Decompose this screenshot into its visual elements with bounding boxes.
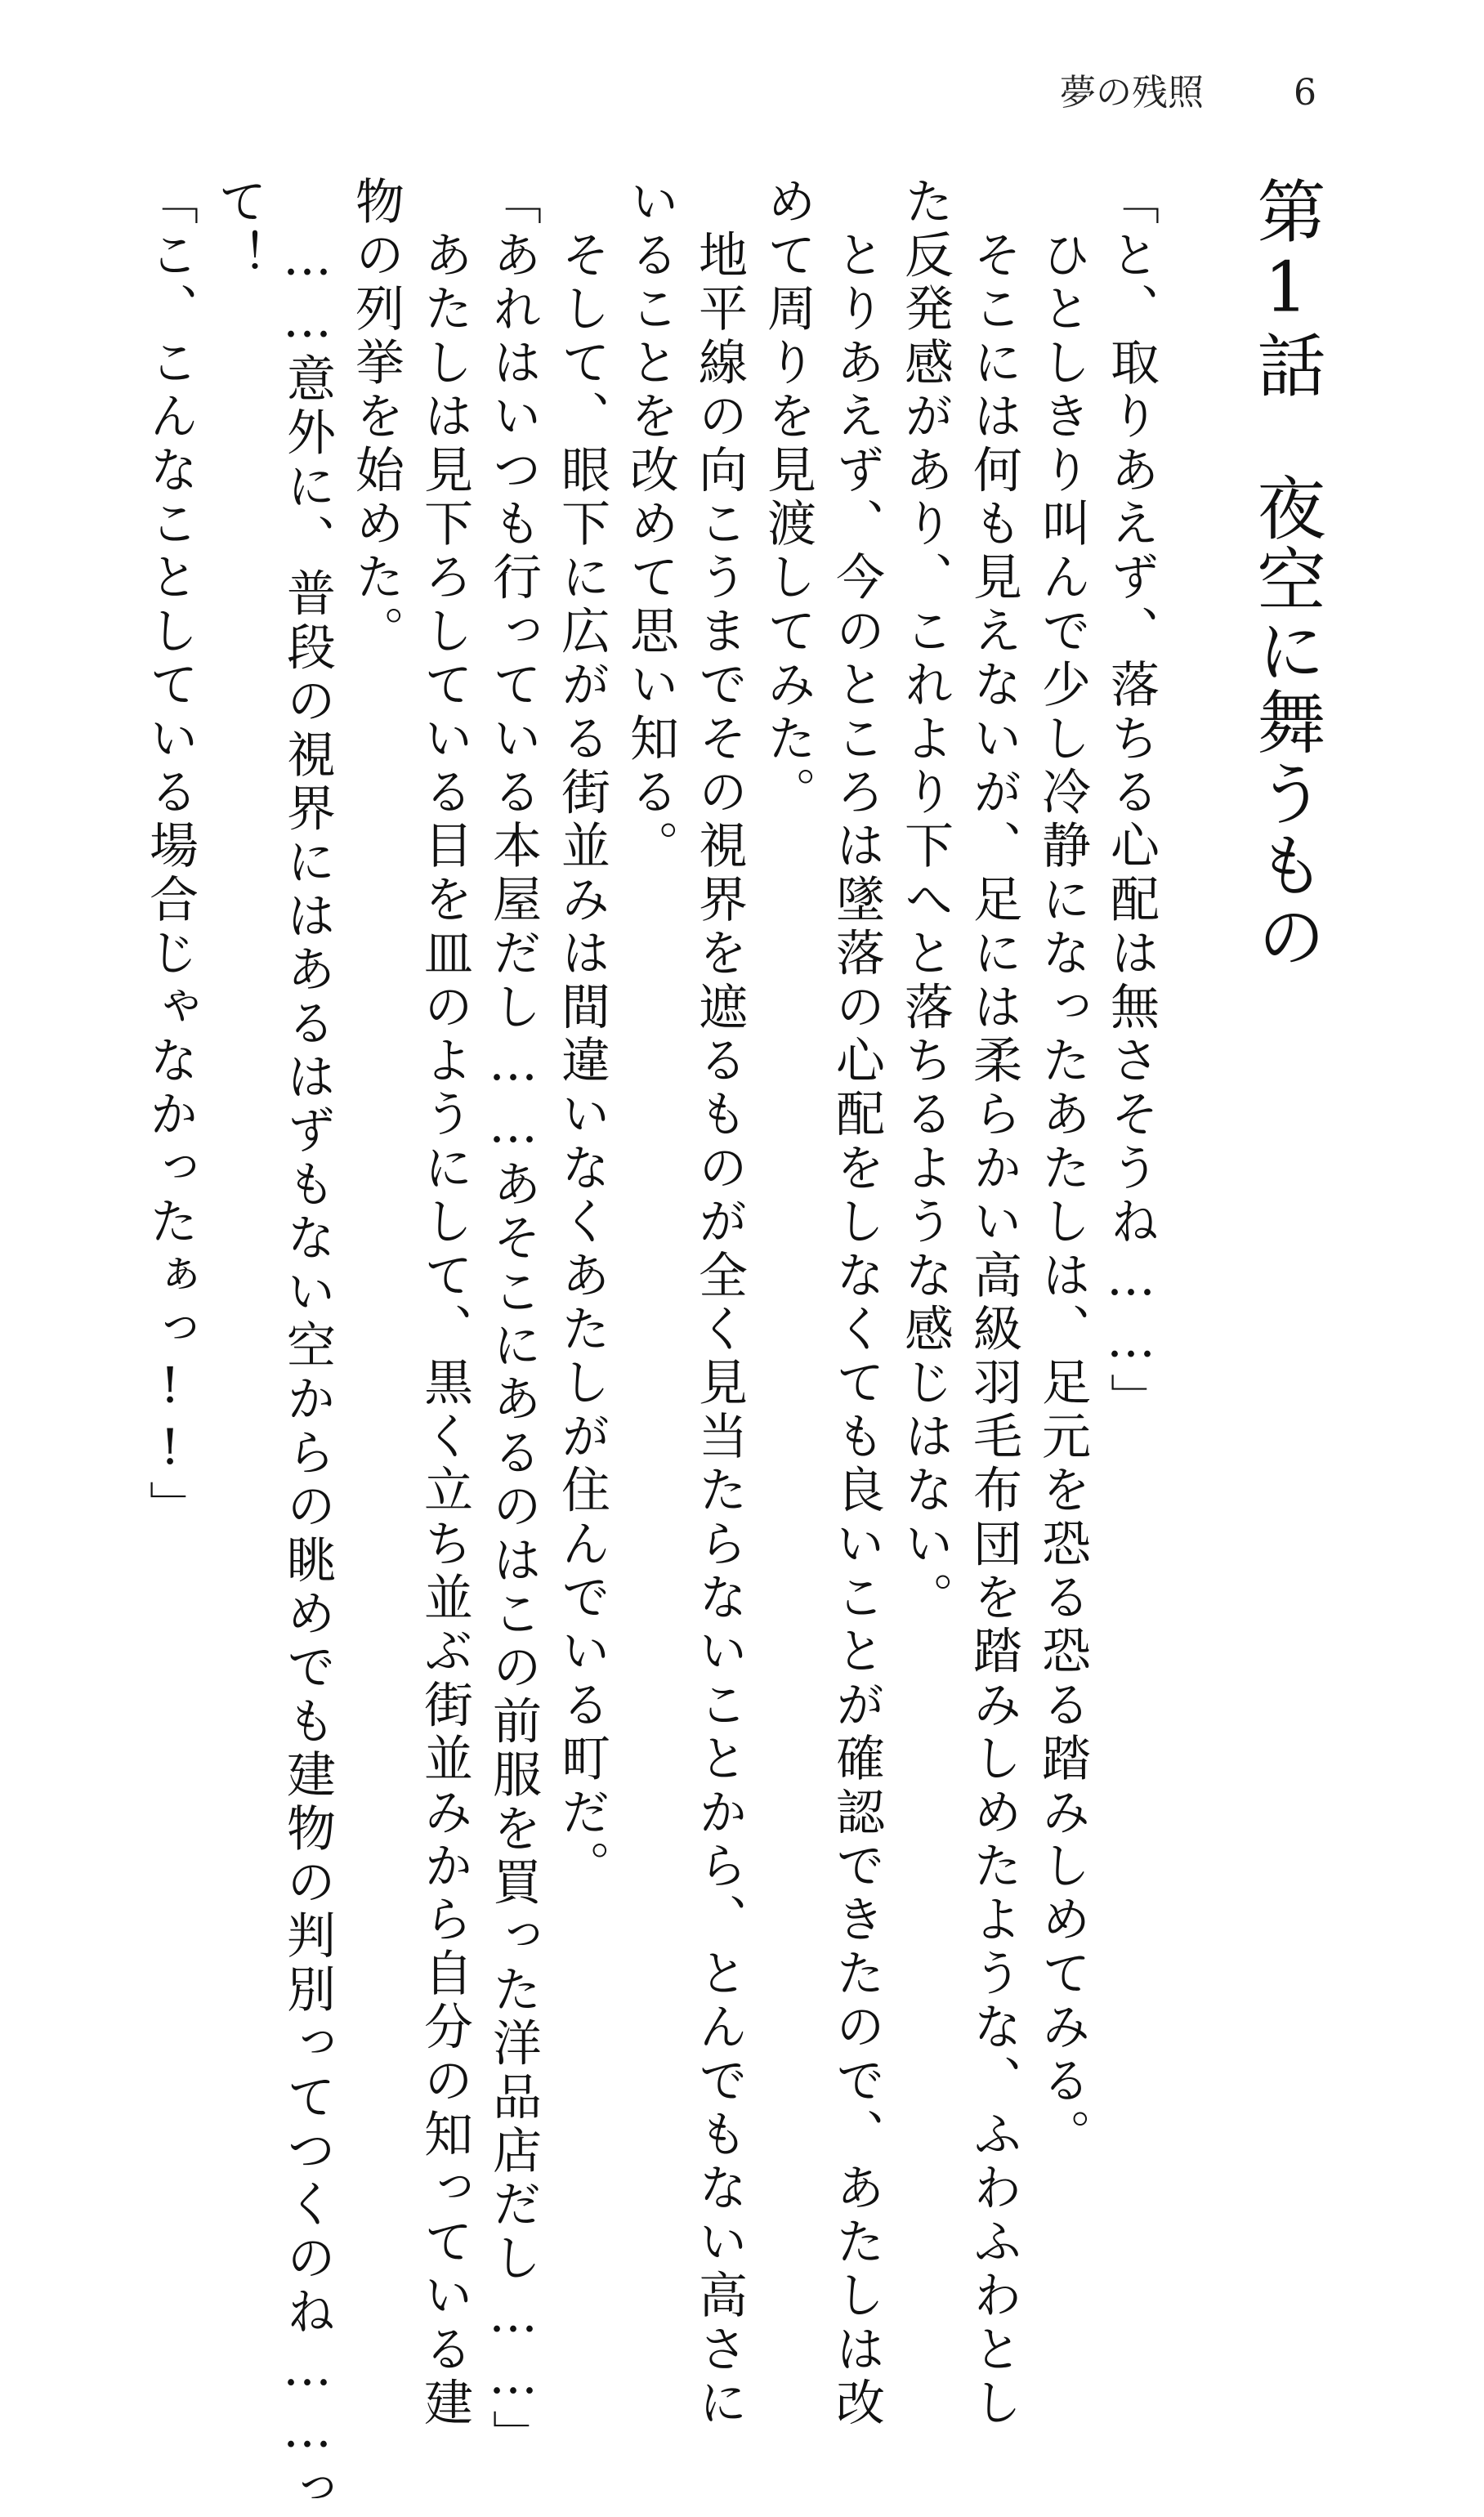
text-line: あたしは見下ろしている目を皿のようにして、黒く立ち並ぶ街並みから自分の知っている建 <box>416 176 473 2431</box>
page-number: 6 <box>1294 72 1316 114</box>
text-line: ……意外に、普段の視界にはあるはずもない空からの眺めでも建物の判別ってつくのね……っ <box>279 176 336 2517</box>
chapter-title: 第1話 夜空に舞うもの <box>1246 176 1326 972</box>
text-line: 「あれはいつも行っている本屋だし……あそこにあるのはこの前服を買った洋品店だし……」 <box>485 176 542 2464</box>
text-line: 「こ、こんなことしている場合じゃなかったぁっ!!」 <box>141 176 199 1535</box>
text-line: た反発感があり、これより下へと落ちるような感じはない。 <box>896 176 954 1625</box>
text-line: めて周りを見渡してみた。 <box>759 176 816 820</box>
text-line: 「と、取りあえず、落ちる心配は無さそうね……」 <box>1102 176 1160 1428</box>
text-line: 物の列挙を始めた。 <box>347 176 405 659</box>
vertical-text-body <box>127 176 1326 2517</box>
text-line: いることを改めて思い知る。 <box>622 176 679 874</box>
title-spacer <box>1155 176 1175 1974</box>
text-line: ひとしきり叫んで少し冷静になったあたしは、足元を恐る恐る踏みしめてみる。 <box>1034 176 1091 2162</box>
book-title: 夢の残照 <box>1060 72 1204 114</box>
text-line: そこには何も見えないが、足には柔らかい高級羽毛布団を踏みしめたような、ふわふわとし <box>965 176 1022 2431</box>
text-line: とりあえず、今のところは墜落の心配をしなくても良いことが確認できたので、あたしは改 <box>828 176 885 2431</box>
running-header <box>1060 72 1316 114</box>
text-line: て！ <box>210 176 267 284</box>
text-line: そして、眼下に広がる街並みは間違いなくあたしが住んでいる町だ。 <box>553 176 610 1894</box>
text-line: 地平線の向こうまでその視界を遮るものが全く見当たらないことから、とんでもない高さに <box>691 176 748 2431</box>
